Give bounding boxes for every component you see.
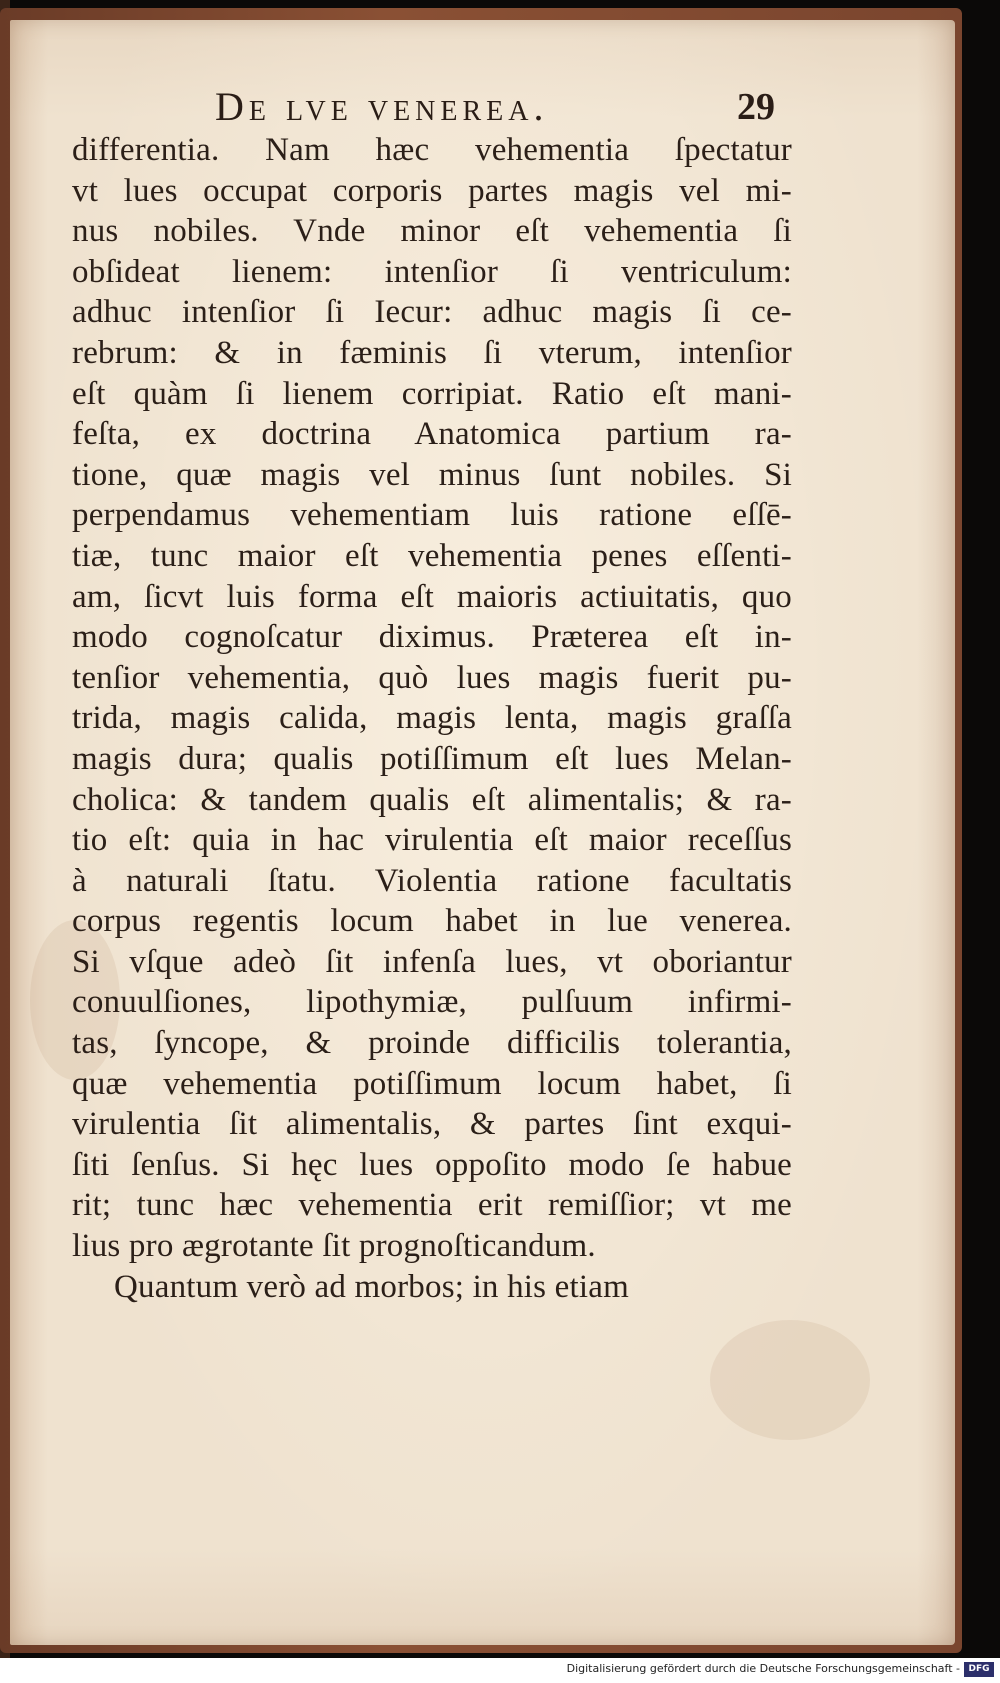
- text-line: lius pro ægrotante ſit prognoſticandum.: [72, 1228, 596, 1265]
- text-line: perpendamus vehementiam luis ratione eſſē-: [72, 497, 792, 534]
- page-number: 29: [737, 86, 775, 128]
- text-line: tas, ſyncope, & proinde difficilis tolerantia,: [72, 1025, 792, 1062]
- page-header: [215, 82, 775, 132]
- text-line: ſiti ſenſus. Si hęc lues oppoſito modo ſe habue: [72, 1146, 792, 1183]
- paper-page: [10, 20, 955, 1645]
- text-line: tio eſt: quia in hac virulentia eſt maior receſſus: [72, 822, 792, 859]
- text-line: nus nobiles. Vnde minor eſt vehementia ſi: [72, 213, 792, 250]
- text-line: cholica: & tandem qualis eſt alimentalis; & ra-: [72, 781, 792, 818]
- footer-credit: Digitalisierung gefördert durch die Deutsche Forschungsgemeinschaft -: [566, 1662, 960, 1675]
- text-line: am, ſicvt luis forma eſt maioris actiuitatis, quo: [72, 578, 792, 615]
- text-line: quæ vehementia potiſſimum locum habet, ſi: [72, 1065, 792, 1102]
- text-line: Si vſque adeò ſit infenſa lues, vt oboriantur: [72, 943, 792, 980]
- text-line: feſta, ex doctrina Anatomica partium ra-: [72, 416, 792, 453]
- text-line: à naturali ſtatu. Violentia ratione facultatis: [72, 862, 792, 899]
- text-line: tiæ, tunc maior eſt vehementia penes eſſenti-: [72, 537, 792, 574]
- text-line: Quantum verò ad morbos; in his etiam: [114, 1268, 629, 1305]
- text-line: magis dura; qualis potiſſimum eſt lues Melan-: [72, 740, 792, 777]
- text-line: eſt quàm ſi lienem corripiat. Ratio eſt mani-: [72, 375, 792, 412]
- text-line: virulentia ſit alimentalis, & partes ſint exqui-: [72, 1106, 792, 1143]
- text-line: adhuc intenſior ſi Iecur: adhuc magis ſi ce-: [72, 294, 792, 331]
- text-line: trida, magis calida, magis lenta, magis graſſa: [72, 700, 792, 737]
- text-line: differentia. Nam hæc vehementia ſpectatur: [72, 132, 792, 168]
- text-line: corpus regentis locum habet in lue venerea.: [72, 903, 792, 940]
- text-line: tione, quæ magis vel minus ſunt nobiles. Si: [72, 456, 792, 493]
- text-line: obſideat lienem: intenſior ſi ventriculum:: [72, 253, 792, 290]
- text-line: tenſior vehementia, quò lues magis fuerit pu-: [72, 659, 792, 696]
- text-line: rebrum: & in fæminis ſi vterum, intenſior: [72, 334, 792, 371]
- text-line: modo cognoſcatur diximus. Præterea eſt in-: [72, 619, 792, 656]
- paper-stain: [710, 1320, 870, 1440]
- dfg-logo: DFG: [964, 1662, 994, 1677]
- footer-bar: [0, 1658, 1000, 1683]
- text-line: rit; tunc hæc vehementia erit remiſſior; vt me: [72, 1187, 792, 1224]
- text-line: conuulſiones, lipothymiæ, pulſuum infirmi-: [72, 984, 792, 1021]
- running-head: De lve venerea.: [215, 84, 549, 129]
- text-line: vt lues occupat corporis partes magis vel mi-: [72, 172, 792, 209]
- body-text: [72, 130, 792, 1307]
